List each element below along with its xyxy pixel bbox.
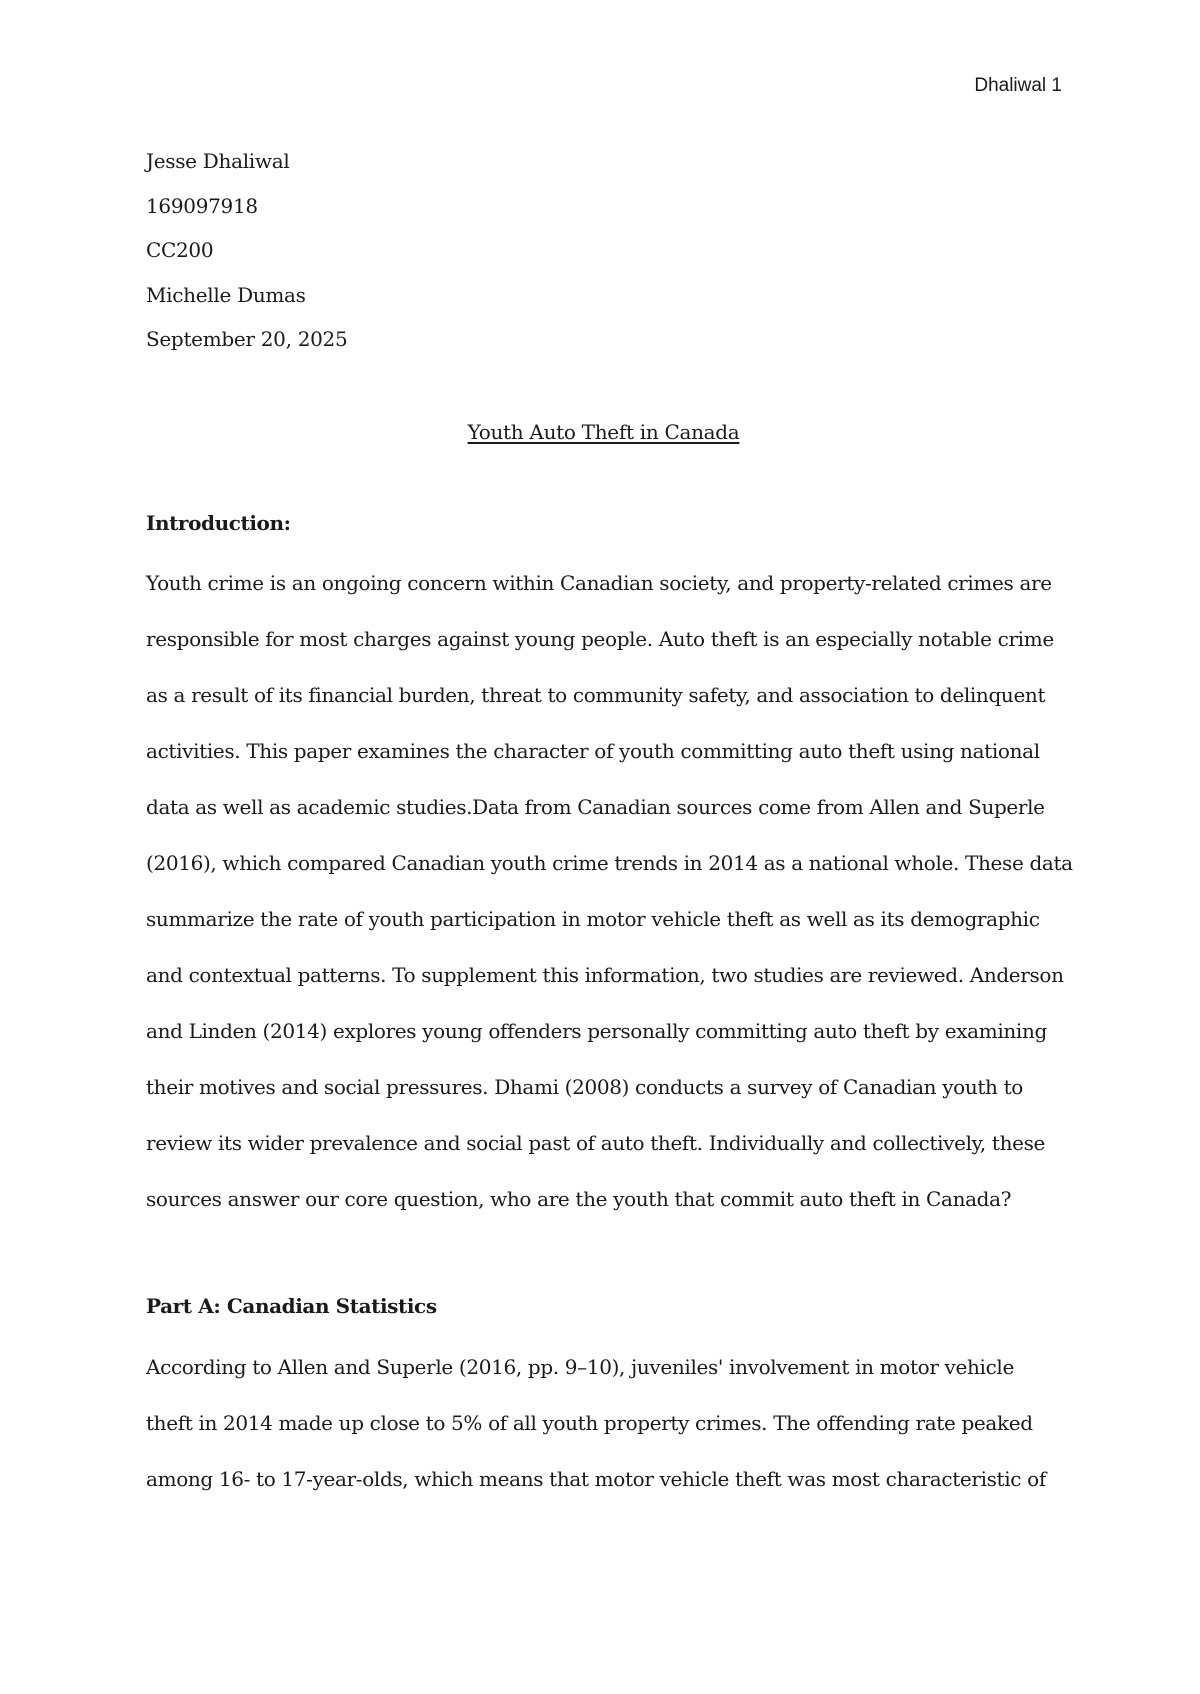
- paper-title: Youth Auto Theft in Canada: [467, 420, 740, 444]
- paragraph-line: summarize the rate of youth participation in motor vehicle theft as well as its demographic: [146, 907, 1040, 931]
- paragraph-line: (2016), which compared Canadian youth crime trends in 2014 as a national whole. These data: [146, 851, 1073, 875]
- part-a-heading: Part A: Canadian Statistics: [146, 1294, 437, 1318]
- paragraph-line: According to Allen and Superle (2016, pp. 9–10), juveniles' involvement in motor vehicle: [146, 1355, 1014, 1379]
- student-id: 169097918: [146, 193, 258, 218]
- student-info-block: [146, 143, 1076, 366]
- paragraph-line: their motives and social pressures. Dhami (2008) conducts a survey of Canadian youth to: [146, 1075, 1023, 1099]
- paragraph-line: activities. This paper examines the character of youth committing auto theft using national: [146, 739, 1040, 763]
- paragraph-line: sources answer our core question, who are the youth that commit auto theft in Canada?: [146, 1187, 1012, 1211]
- paragraph-line: responsible for most charges against young people. Auto theft is an especially notable crime: [146, 627, 1054, 651]
- author-name: Jesse Dhaliwal: [146, 149, 290, 173]
- paragraph-line: and contextual patterns. To supplement this information, two studies are reviewed. Anderson: [146, 963, 1064, 987]
- running-head: Dhaliwal 1: [974, 75, 1062, 96]
- paragraph-line: Youth crime is an ongoing concern within Canadian society, and property-related crimes are: [146, 571, 1052, 595]
- part-a-paragraph: [146, 1352, 1076, 1520]
- course-code: CC200: [146, 238, 214, 262]
- introduction-paragraph: [146, 568, 1076, 1240]
- paragraph-line: and Linden (2014) explores young offenders personally committing auto theft by examining: [146, 1019, 1047, 1043]
- paragraph-line: among 16- to 17-year-olds, which means that motor vehicle theft was most characteristic of: [146, 1467, 1046, 1491]
- submission-date: September 20, 2025: [146, 327, 348, 351]
- paragraph-line: data as well as academic studies.Data from Canadian sources come from Allen and Superle: [146, 795, 1045, 819]
- introduction-heading: Introduction:: [146, 511, 291, 535]
- paragraph-line: as a result of its financial burden, threat to community safety, and association to delinquent: [146, 683, 1046, 707]
- instructor-name: Michelle Dumas: [146, 282, 306, 307]
- paragraph-line: theft in 2014 made up close to 5% of all youth property crimes. The offending rate peaked: [146, 1411, 1033, 1435]
- paragraph-line: review its wider prevalence and social past of auto theft. Individually and collectively, these: [146, 1131, 1046, 1155]
